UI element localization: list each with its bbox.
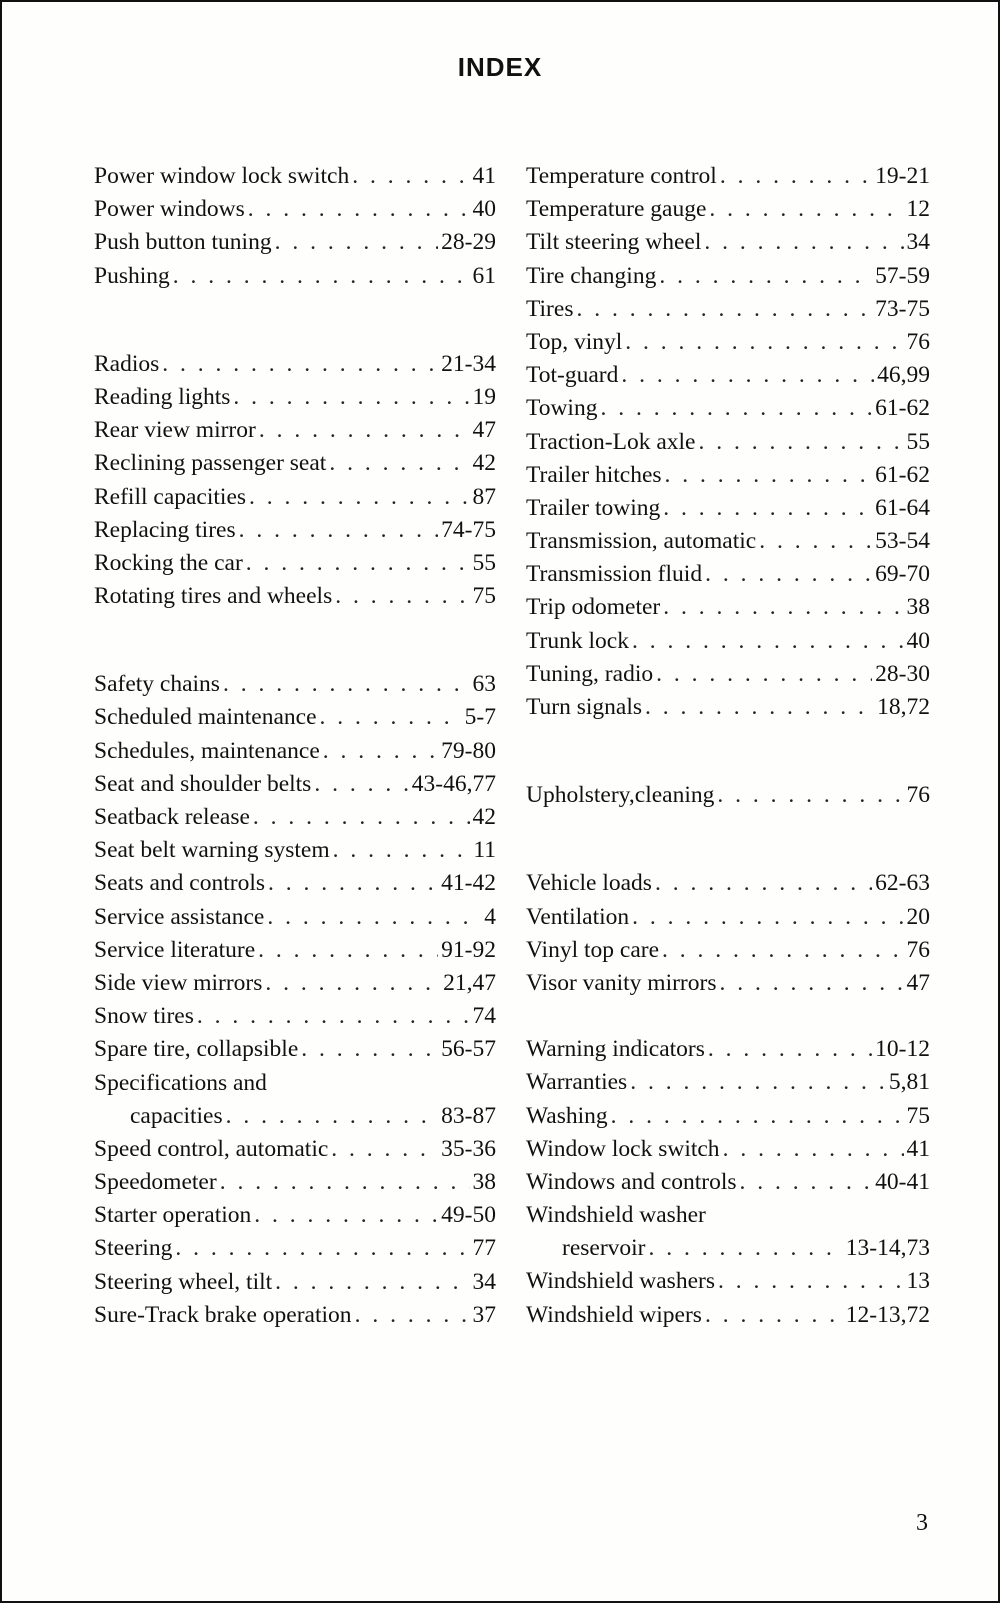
dot-leader xyxy=(645,691,874,724)
index-term: Tilt steering wheel xyxy=(526,229,702,256)
index-entry xyxy=(94,701,496,734)
index-page-ref: 20 xyxy=(906,903,930,930)
index-page-ref: 41 xyxy=(472,163,496,189)
index-entry xyxy=(94,801,496,834)
index-term: Side view mirrors xyxy=(94,969,263,996)
index-term: Transmission fluid xyxy=(526,561,703,588)
dot-leader xyxy=(258,934,438,967)
dot-leader xyxy=(323,735,438,768)
dot-leader xyxy=(248,193,470,226)
index-term: reservoir xyxy=(562,1235,646,1262)
index-page-ref: 77 xyxy=(472,1235,496,1262)
index-entry xyxy=(526,934,930,967)
index-page-ref: 28-30 xyxy=(875,660,930,687)
index-page-ref: 61-62 xyxy=(875,461,930,488)
index-entry xyxy=(94,1100,496,1133)
index-term: Power windows xyxy=(94,196,245,223)
index-term: Starter operation xyxy=(94,1202,252,1229)
index-entry xyxy=(526,901,930,934)
dot-leader xyxy=(275,1266,469,1299)
dot-leader xyxy=(275,226,439,259)
index-page-ref: 21,47 xyxy=(443,969,496,996)
index-term: Vehicle loads xyxy=(526,870,652,897)
dot-leader xyxy=(718,1265,904,1298)
dot-leader xyxy=(173,260,470,293)
index-page-ref: 76 xyxy=(906,936,930,963)
dot-leader xyxy=(226,1100,439,1133)
dot-leader xyxy=(175,1232,469,1265)
index-page-ref: 49-50 xyxy=(441,1202,496,1229)
index-page-ref: 35-36 xyxy=(441,1135,496,1162)
index-term: Seats and controls xyxy=(94,870,265,897)
index-page-ref: 13-14,73 xyxy=(845,1235,930,1262)
index-term: Windshield wipers xyxy=(526,1301,702,1328)
index-term: Rocking the car xyxy=(94,549,243,576)
dot-leader xyxy=(220,1166,470,1199)
dot-leader xyxy=(663,492,872,525)
index-term: Radios xyxy=(94,350,160,377)
index-term: Service literature xyxy=(94,936,256,963)
index-page-ref: 34 xyxy=(472,1268,496,1295)
dot-leader xyxy=(333,834,471,867)
page-title: INDEX xyxy=(457,52,543,82)
index-entry xyxy=(94,348,496,381)
dot-leader xyxy=(723,1133,904,1166)
group-spacer xyxy=(526,1000,930,1033)
dot-leader xyxy=(659,260,872,293)
index-term: Window lock switch xyxy=(526,1135,720,1162)
index-entry xyxy=(526,1066,930,1099)
dot-leader xyxy=(717,779,903,812)
index-group xyxy=(526,1033,930,1332)
group-spacer xyxy=(526,724,930,779)
index-page-ref: 11 xyxy=(473,837,496,864)
index-page-ref: 56-57 xyxy=(441,1036,496,1063)
index-term: Sure-Track brake operation xyxy=(94,1301,352,1328)
dot-leader xyxy=(267,901,481,934)
index-page-ref: 41 xyxy=(906,1135,930,1162)
index-entry xyxy=(526,392,930,425)
index-page-ref: 53-54 xyxy=(875,528,930,555)
index-term: Speed control, automatic xyxy=(94,1135,329,1162)
index-term: Service assistance xyxy=(94,903,265,930)
index-term: Top, vinyl xyxy=(526,328,623,355)
dot-leader xyxy=(611,1100,904,1133)
index-entry xyxy=(526,459,930,492)
index-page-ref: 57-59 xyxy=(875,262,930,289)
index-term: Power window lock switch xyxy=(94,163,350,189)
dot-leader xyxy=(662,934,903,967)
index-page-ref: 63 xyxy=(472,671,496,698)
index-page-ref: 19-21 xyxy=(875,163,930,189)
dot-leader xyxy=(223,668,470,701)
index-page-ref: 55 xyxy=(472,549,496,576)
dot-leader xyxy=(720,160,872,193)
index-term: Visor vanity mirrors xyxy=(526,969,717,996)
index-entry xyxy=(94,1166,496,1199)
index-page-ref: 55 xyxy=(906,428,930,455)
index-term: Refill capacities xyxy=(94,483,247,510)
index-group xyxy=(526,779,930,812)
index-entry-heading: Windshield washer xyxy=(526,1202,706,1229)
index-term: Reclining passenger seat xyxy=(94,450,327,477)
dot-leader xyxy=(698,426,903,459)
index-term: Pushing xyxy=(94,262,170,289)
dot-leader xyxy=(663,591,903,624)
dot-leader xyxy=(329,447,469,480)
dot-leader xyxy=(246,547,470,580)
index-entry xyxy=(94,1000,496,1033)
index-entry xyxy=(94,381,496,414)
index-page-ref: 47 xyxy=(472,417,496,444)
dot-leader xyxy=(331,1133,438,1166)
index-group xyxy=(94,348,496,614)
dot-leader xyxy=(233,381,469,414)
index-entry xyxy=(526,293,930,326)
index-term: Trunk lock xyxy=(526,627,629,654)
index-entry xyxy=(526,691,930,724)
index-entry xyxy=(526,658,930,691)
index-page-ref: 12 xyxy=(906,196,930,223)
index-entry xyxy=(94,1133,496,1166)
dot-leader xyxy=(719,967,903,1000)
dot-leader xyxy=(632,625,904,658)
index-entry xyxy=(526,525,930,558)
index-page-ref: 13 xyxy=(906,1268,930,1295)
index-term: Ventilation xyxy=(526,903,630,930)
dot-leader xyxy=(239,514,439,547)
index-page-ref: 4 xyxy=(484,903,496,930)
index-page-ref: 12-13,72 xyxy=(845,1301,930,1328)
index-entry xyxy=(94,735,496,768)
index-entry xyxy=(94,226,496,259)
index-page-ref: 69-70 xyxy=(875,561,930,588)
index-term: Temperature control xyxy=(526,163,717,189)
page-number: 3 xyxy=(916,1510,928,1536)
index-page-ref: 61-62 xyxy=(875,395,930,422)
index-page-ref: 40 xyxy=(472,196,496,223)
dot-leader xyxy=(352,160,469,193)
index-page-ref: 42 xyxy=(472,450,496,477)
index-entry xyxy=(526,1299,930,1332)
dot-leader xyxy=(709,193,903,226)
index-term: Schedules, maintenance xyxy=(94,737,320,764)
dot-leader xyxy=(655,867,872,900)
index-term: Rear view mirror xyxy=(94,417,256,444)
index-entry xyxy=(526,1166,930,1199)
group-spacer xyxy=(526,812,930,867)
index-entry xyxy=(94,1266,496,1299)
index-entry xyxy=(94,580,496,613)
index-term: Tires xyxy=(526,295,574,322)
index-entry xyxy=(526,967,930,1000)
group-spacer xyxy=(94,613,496,668)
index-term: Tire changing xyxy=(526,262,657,289)
dot-leader xyxy=(301,1033,438,1066)
index-term: Upholstery,cleaning xyxy=(526,782,715,809)
dot-leader xyxy=(759,525,872,558)
index-entry xyxy=(94,768,496,801)
index-entry xyxy=(526,359,930,392)
index-term: Transmission, automatic xyxy=(526,528,757,555)
index-page-ref: 74-75 xyxy=(441,516,496,543)
index-term: Turn signals xyxy=(526,694,643,720)
dot-leader xyxy=(708,1033,872,1066)
index-entry xyxy=(94,668,496,701)
index-page-ref: 42 xyxy=(472,804,496,830)
dot-leader xyxy=(705,1299,843,1332)
dot-leader xyxy=(632,901,903,934)
index-page-ref: 83-87 xyxy=(441,1102,496,1129)
index-term: Temperature gauge xyxy=(526,196,707,223)
index-term: Speedometer xyxy=(94,1169,217,1196)
index-entry xyxy=(94,414,496,447)
dot-leader xyxy=(335,580,469,613)
index-entry-heading: Specifications and xyxy=(94,1069,267,1096)
index-term: Safety chains xyxy=(94,671,220,698)
dot-leader xyxy=(314,768,408,801)
index-page-ref: 91-92 xyxy=(441,936,496,963)
dot-leader xyxy=(320,701,462,734)
dot-leader xyxy=(253,801,470,834)
index-group xyxy=(526,160,930,724)
index-entry xyxy=(94,447,496,480)
index-entry xyxy=(526,1232,930,1265)
dot-leader xyxy=(625,326,903,359)
index-entry xyxy=(526,1100,930,1133)
index-term: Warranties xyxy=(526,1069,628,1096)
index-entry xyxy=(94,193,496,226)
index-term: Tuning, radio xyxy=(526,660,654,687)
index-page-ref: 43-46,77 xyxy=(411,770,496,797)
index-entry xyxy=(94,160,496,193)
index-page-ref: 75 xyxy=(472,583,496,610)
index-entry xyxy=(526,492,930,525)
index-entry xyxy=(94,260,496,293)
index-term: Rotating tires and wheels xyxy=(94,583,333,610)
index-entry xyxy=(526,1033,930,1066)
dot-leader xyxy=(704,226,903,259)
index-term: Vinyl top care xyxy=(526,936,660,963)
index-entry xyxy=(94,934,496,967)
index-term: Trip odometer xyxy=(526,594,661,621)
index-page-ref: 75 xyxy=(906,1102,930,1129)
dot-leader xyxy=(576,293,872,326)
dot-leader xyxy=(649,1232,843,1265)
index-entry xyxy=(526,1133,930,1166)
index-entry xyxy=(526,867,930,900)
index-term: Push button tuning xyxy=(94,229,272,256)
index-entry xyxy=(94,1299,496,1332)
index-term: Washing xyxy=(526,1102,608,1129)
dot-leader xyxy=(665,459,873,492)
index-page-ref: 62-63 xyxy=(875,870,930,897)
index-term: Seat belt warning system xyxy=(94,837,330,864)
index-term: Steering wheel, tilt xyxy=(94,1268,273,1295)
index-page-ref: 37 xyxy=(472,1301,496,1328)
group-spacer xyxy=(94,293,496,348)
index-entry xyxy=(526,426,930,459)
index-page-ref: 76 xyxy=(906,782,930,809)
index-term: Replacing tires xyxy=(94,516,236,543)
index-term: Towing xyxy=(526,395,598,422)
index-page-ref: 61 xyxy=(472,262,496,289)
index-page-ref: 40-41 xyxy=(875,1168,930,1195)
index-page-ref: 34 xyxy=(906,229,930,256)
index-entry xyxy=(526,160,930,193)
index-page-ref: 74 xyxy=(472,1003,496,1030)
index-term: Trailer hitches xyxy=(526,461,662,488)
index-term: Tot-guard xyxy=(526,362,619,389)
index-entry xyxy=(526,260,930,293)
index-page-ref: 19 xyxy=(472,383,496,410)
index-entry xyxy=(526,779,930,812)
index-column-right xyxy=(526,160,930,1332)
index-page-ref: 21-34 xyxy=(441,350,496,377)
index-term: capacities xyxy=(130,1102,223,1129)
index-term: Scheduled maintenance xyxy=(94,704,317,731)
index-entry xyxy=(526,558,930,591)
index-entry xyxy=(94,1199,496,1232)
dot-leader xyxy=(630,1066,886,1099)
dot-leader xyxy=(254,1199,438,1232)
dot-leader xyxy=(268,867,438,900)
index-entry xyxy=(94,834,496,867)
dot-leader xyxy=(355,1299,470,1332)
index-page-ref: 10-12 xyxy=(875,1036,930,1063)
index-entry xyxy=(94,547,496,580)
index-page-ref: 40 xyxy=(906,627,930,654)
index-page-ref: 28-29 xyxy=(441,229,496,256)
dot-leader xyxy=(259,414,470,447)
index-term: Steering xyxy=(94,1235,173,1262)
index-term: Snow tires xyxy=(94,1003,194,1030)
index-page-ref: 5,81 xyxy=(888,1069,930,1096)
index-entry xyxy=(526,326,930,359)
index-term: Seatback release xyxy=(94,804,250,830)
index-page-ref: 38 xyxy=(472,1169,496,1196)
index-entry xyxy=(526,591,930,624)
index-entry xyxy=(526,226,930,259)
dot-leader xyxy=(249,481,469,514)
index-entry xyxy=(94,967,496,1000)
index-term: Seat and shoulder belts xyxy=(94,770,312,797)
index-page-ref: 61-64 xyxy=(875,494,930,521)
dot-leader xyxy=(621,359,874,392)
index-page-ref: 73-75 xyxy=(875,295,930,322)
index-term: Windshield washers xyxy=(526,1268,715,1295)
index-page-ref: 5-7 xyxy=(464,704,496,731)
dot-leader xyxy=(705,558,872,591)
index-entry xyxy=(94,901,496,934)
index-entry xyxy=(526,625,930,658)
index-page-ref: 87 xyxy=(472,483,496,510)
dot-leader xyxy=(600,392,872,425)
index-term: Spare tire, collapsible xyxy=(94,1036,299,1063)
dot-leader xyxy=(197,1000,470,1033)
index-entry xyxy=(94,514,496,547)
index-term: Windows and controls xyxy=(526,1168,737,1195)
index-page-ref: 41-42 xyxy=(441,870,496,897)
index-term: Trailer towing xyxy=(526,494,661,521)
index-page-ref: 18,72 xyxy=(877,694,930,720)
index-group xyxy=(94,668,496,1332)
dot-leader xyxy=(656,658,872,691)
index-entry xyxy=(94,1033,496,1066)
index-page-ref: 38 xyxy=(906,594,930,621)
index-page-ref: 47 xyxy=(906,969,930,996)
index-page-ref: 46,99 xyxy=(877,362,930,389)
dot-leader xyxy=(740,1166,873,1199)
index-term: Reading lights xyxy=(94,383,231,410)
index-column-left xyxy=(94,160,496,1332)
index-entry xyxy=(94,1232,496,1265)
index-entry xyxy=(94,481,496,514)
index-entry xyxy=(526,1265,930,1298)
index-term: Warning indicators xyxy=(526,1036,705,1063)
dot-leader xyxy=(265,967,440,1000)
index-page-ref: 76 xyxy=(906,328,930,355)
index-page-ref: 79-80 xyxy=(441,737,496,764)
index-group xyxy=(526,867,930,1000)
index-entry xyxy=(94,867,496,900)
index-entry xyxy=(526,193,930,226)
index-group xyxy=(94,160,496,293)
index-term: Traction-Lok axle xyxy=(526,428,696,455)
dot-leader xyxy=(162,348,438,381)
